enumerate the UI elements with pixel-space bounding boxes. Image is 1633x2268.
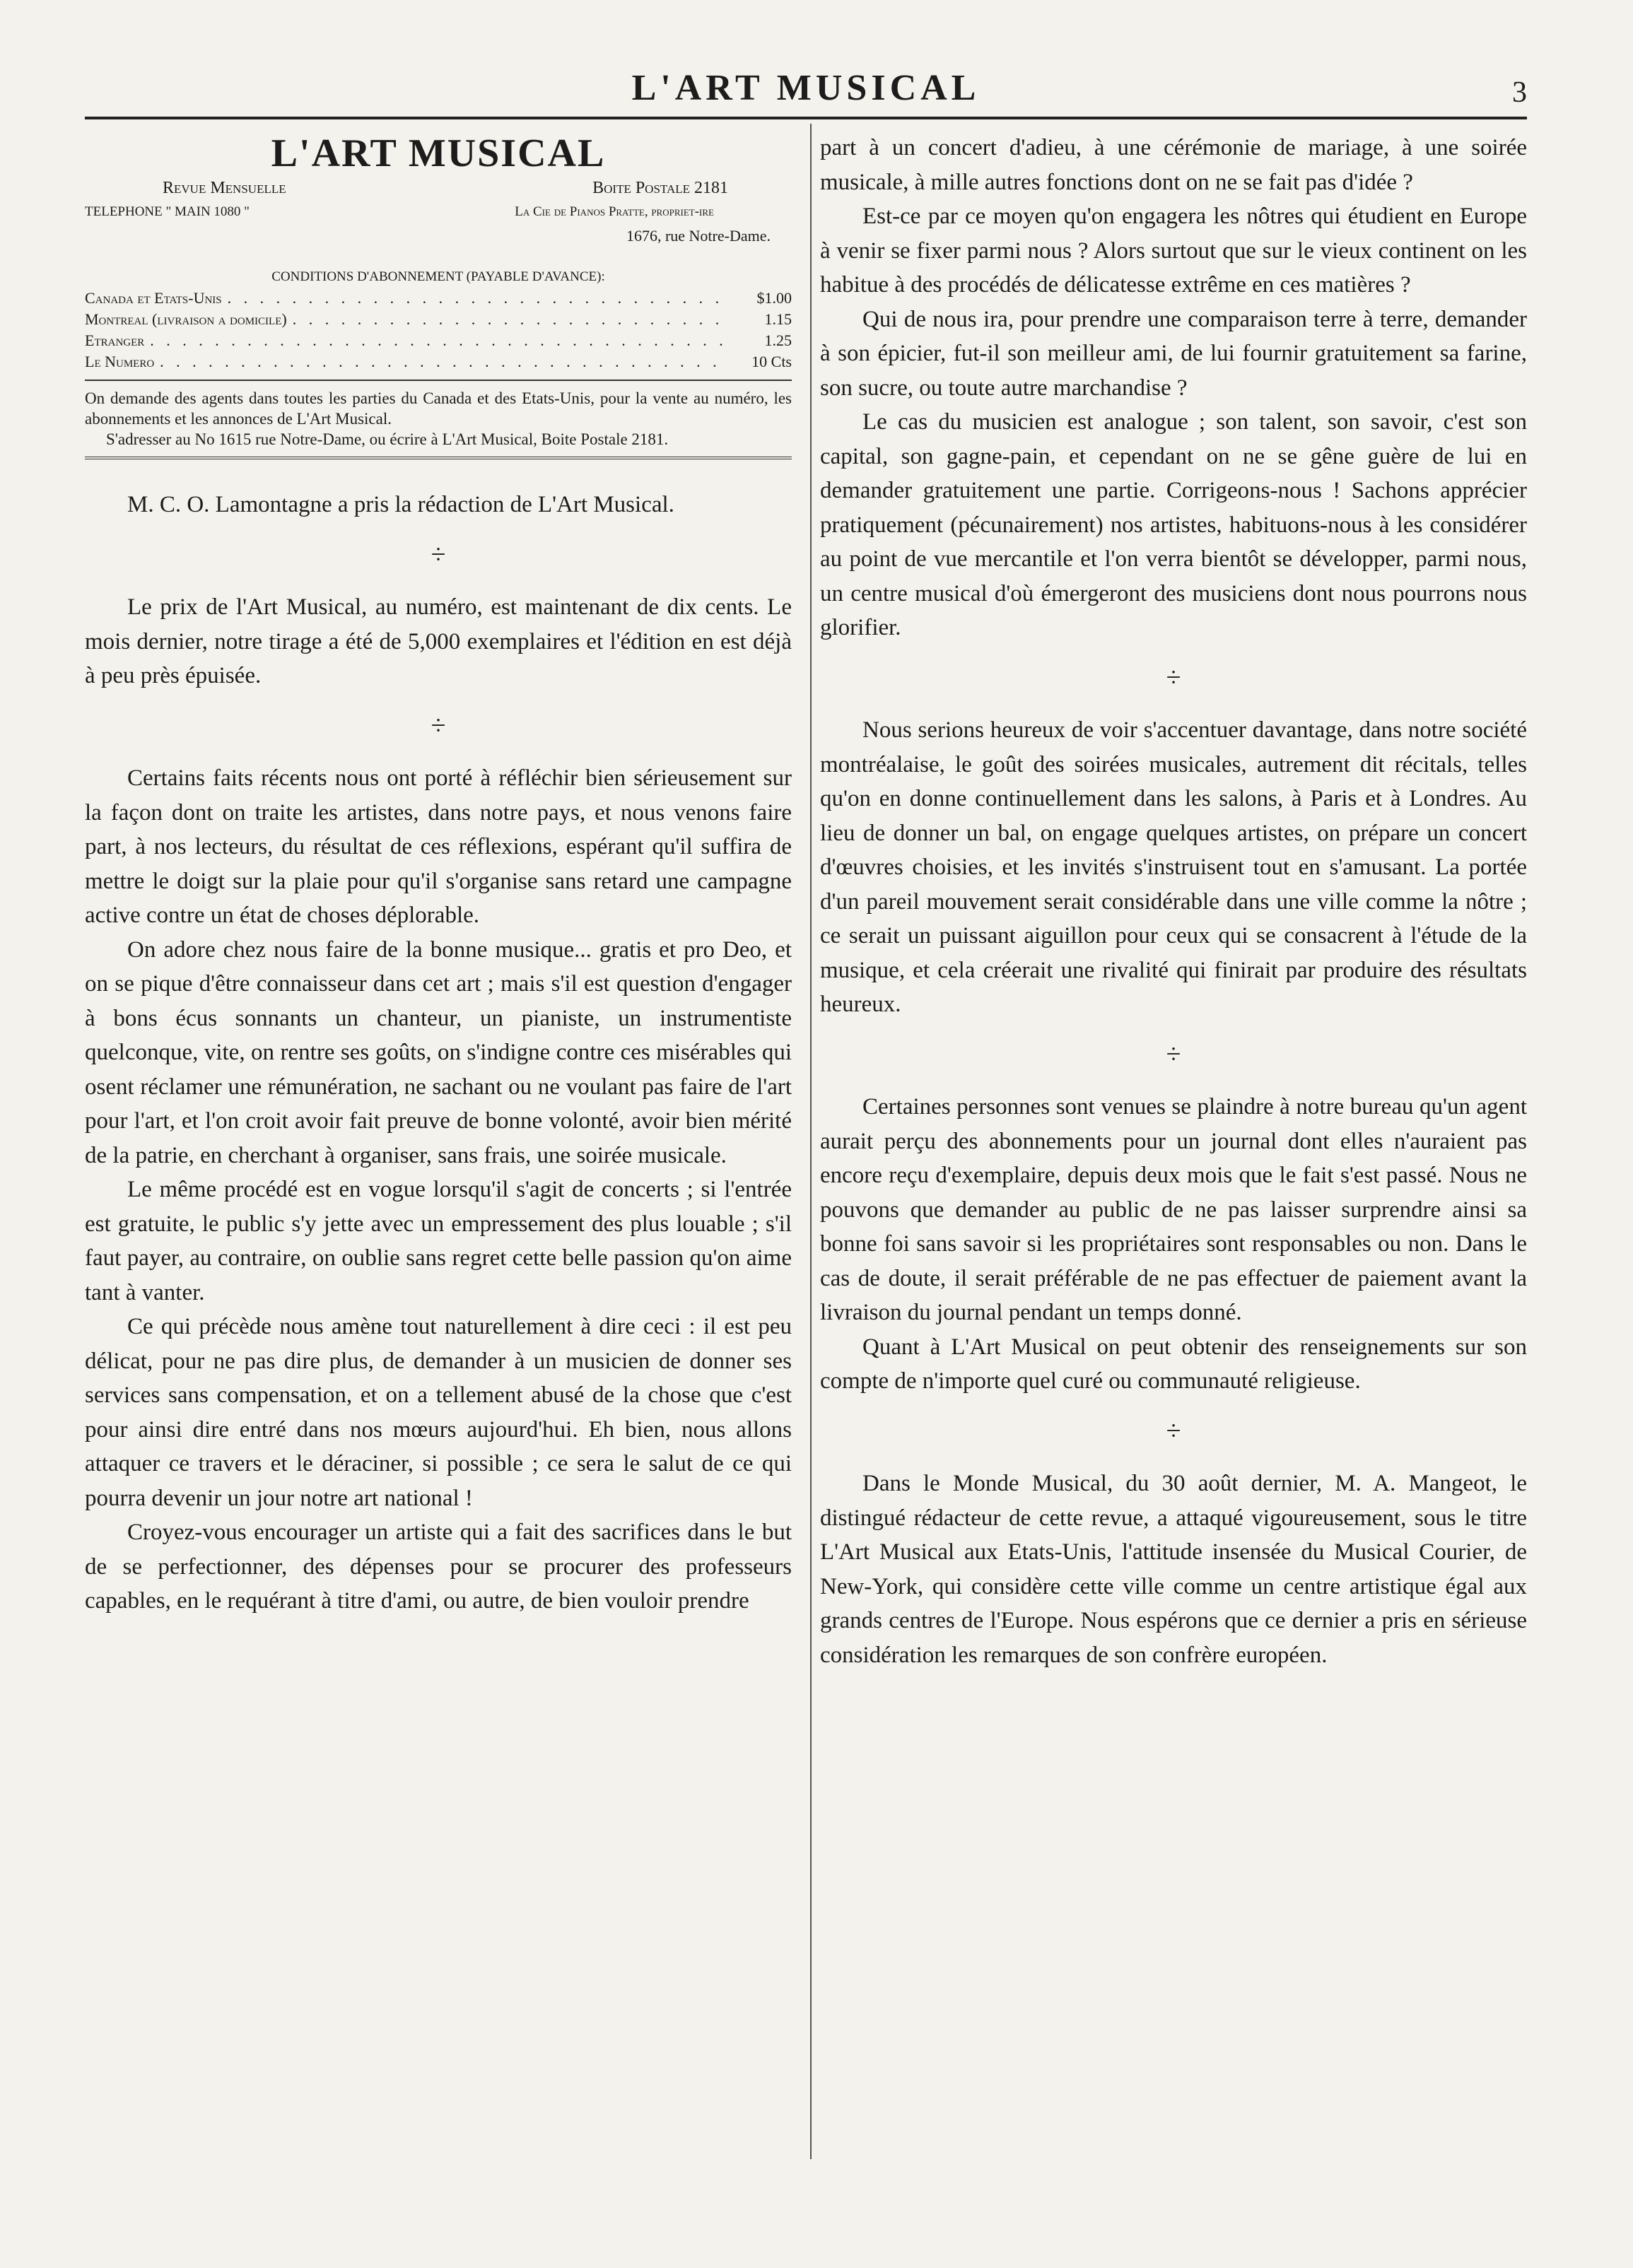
article-paragraph: part à un concert d'adieu, à une cérémonie de mariage, à une soirée musicale, à mille autres fonctions dont on ne se fait pas d'idée ? <box>820 135 1527 195</box>
article-paragraph: Croyez-vous encourager un artiste qui a fait des sacrifices dans le but de se perfectionner, des dépenses pour se procurer des professeurs capables, en le requérant à titre d'ami, ou autre, de bien vouloir prendre <box>85 1520 792 1614</box>
agents-note: On demande des agents dans toutes les parties du Canada et des Etats-Unis, pour la vente au numéro, les abonnements et les annonces de L'Art Musical. <box>85 389 792 428</box>
article-paragraph: Le même procédé est en vogue lorsqu'il s'agit de concerts ; si l'entrée est gratuite, le public s'y jette avec un empressement des plus louable ; s'il faut payer, au contraire, on oublie sans regret cette belle passion qu'on aime tant à vanter. <box>85 1177 792 1305</box>
rate-label: Canada et Etats-Unis <box>85 289 222 307</box>
rate-price: $1.00 <box>756 289 792 307</box>
article-paragraph: Nous serions heureux de voir s'accentuer davantage, dans notre société montréalaise, le goût des soirées musicales, autrement dit récitals, telles qu'on en donne continuellement dans les salons, à Paris et à Londres. Au lieu de donner un bal, on engage quelques artistes, on prépare un concert d'œuvres choisies, et les invités s'instruisent tout en s'amusant. La portée d'un pareil mouvement serait considérable dans une ville comme la nôtre ; ce serait un puissant aiguillon pour ceux qui se consacrent à l'étude de la musique, et cela créerait une rivalité qui finirait par produire des résultats heureux. <box>820 717 1527 1017</box>
rate-price: 1.25 <box>764 331 792 349</box>
rate-label: Montreal (livraison a domicile) <box>85 310 287 328</box>
rate-row <box>85 351 792 372</box>
right-column <box>820 131 1527 1672</box>
article-paragraph: Qui de nous ira, pour prendre une comparaison terre à terre, demander à son épicier, fut-il son meilleur ami, de lui fournir gratuitement sa farine, son sucre, ou toute autre marchandise ? <box>820 306 1527 401</box>
section-separator: ÷ <box>1166 662 1181 693</box>
running-title: L'ART MUSICAL <box>631 68 981 108</box>
masthead-bottom-rule <box>85 457 792 459</box>
rate-label: Etranger <box>85 331 145 349</box>
section-separator: ÷ <box>431 539 446 570</box>
section-separator: ÷ <box>1166 1039 1181 1069</box>
article-paragraph: Le prix de l'Art Musical, au numéro, est maintenant de dix cents. Le mois dernier, notre tirage a été de 5,000 exemplaires et l'édition en est déjà à peu près épuisée. <box>85 594 792 688</box>
rate-label: Le Numero <box>85 353 155 370</box>
masthead-note <box>85 388 792 450</box>
masthead-rule <box>85 380 792 381</box>
page-header <box>85 67 1527 124</box>
leader-dots <box>293 309 730 330</box>
leader-dots <box>150 330 730 351</box>
rate-row <box>85 288 792 309</box>
article-paragraph: M. C. O. Lamontagne a pris la rédaction de L'Art Musical. <box>127 492 674 517</box>
masthead <box>85 131 792 459</box>
conditions-title: CONDITIONS D'ABONNEMENT (PAYABLE D'AVANCE): <box>271 269 605 284</box>
column-rule <box>810 124 812 2159</box>
article-paragraph: Quant à L'Art Musical on peut obtenir des renseignements sur son compte de n'importe quel curé ou communauté religieuse. <box>820 1334 1527 1394</box>
leader-dots <box>228 288 730 309</box>
article-paragraph: Le cas du musicien est analogue ; son talent, son savoir, c'est son capital, son gagne-pain, et cependant on ne se gêne guère de lui en demander gratuitement une partie. Corrigeons-nous ! Sachons apprécier pratiquement (pécunairement) nos artistes, habituons-nous à les considérer au point de vue mercantile et l'on verra bientôt se développer, parmi nous, un centre musical d'où émergeront des musiciens dont nous pourrons nous glorifier. <box>820 409 1527 640</box>
section-separator: ÷ <box>1166 1416 1181 1446</box>
rate-row <box>85 309 792 330</box>
rate-row <box>85 330 792 351</box>
article-paragraph: Est-ce par ce moyen qu'on engagera les nôtres qui étudient en Europe à venir se fixer parmi nous ? Alors surtout que sur le vieux continent on les habitue à des procédés de délicatesse extrême en ces matières ? <box>820 204 1527 298</box>
article-paragraph: Dans le Monde Musical, du 30 août dernier, M. A. Mangeot, le distingué rédacteur de cette revue, a attaqué vigoureusement, sous le titre L'Art Musical aux Etats-Unis, l'attitude insensée du Musical Courier, de New-York, qui considère cette ville comme un centre artistique égal aux grands centres de l'Europe. Nous espérons que ce dernier a pris en sérieuse considération les remarques de son confrère européen. <box>820 1471 1527 1668</box>
page-number: 3 <box>1512 76 1527 109</box>
masthead-row-2 <box>85 200 792 224</box>
contact-note: S'adresser au No 1615 rue Notre-Dame, ou écrire à L'Art Musical, Boite Postale 2181. <box>106 430 669 448</box>
masthead-row-1 <box>85 176 792 200</box>
article-paragraph: On adore chez nous faire de la bonne musique... gratis et pro Deo, et on se pique d'être connaisseur dans cet art ; mais s'il est question d'engager à bons écus sonnants un chanteur, un pianiste, un instrumentiste quelconque, vite, on rentre ses goûts, on s'indigne contre ces misérables qui osent réclamer une rémunération, ne sachant ou ne voulant pas faire de l'art pour l'art, et l'on croit avoir fait preuve de bonne volonté, avoir bien mérité de la patrie, en cherchant à organiser, sans frais, une soirée musicale. <box>85 936 792 1168</box>
article-paragraph: Certaines personnes sont venues se plaindre à notre bureau qu'un agent aurait perçu des abonnements pour un journal dont elles n'auraient pas encore reçu d'exemplaire, depuis deux mois que le fait s'est passé. Nous ne pouvons que demander au public de ne pas laisser surprendre ainsi sa bonne foi sans savoir si les propriétaires sont responsables ou non. Dans le cas de doute, il serait préférable de ne pas effectuer de paiement avant la livraison du journal pendant un temps donné. <box>820 1094 1527 1325</box>
rate-price: 1.15 <box>764 310 792 328</box>
article-paragraph: Certains faits récents nous ont porté à réfléchir bien sérieusement sur la façon dont on traite les artistes, dans notre pays, et nous venons faire part, à nos lecteurs, du résultat de ces réflexions, espérant qu'il suffira de mettre le doigt sur la plaie pour qu'il s'organise sans retard une campagne active contre un état de choses déplorable. <box>85 765 792 928</box>
masthead-publisher: La Cie de Pianos Pratte, propriet-ire <box>515 204 714 219</box>
leader-dots <box>160 351 730 372</box>
article-paragraph: Ce qui précède nous amène tout naturellement à dire ceci : il est peu délicat, pour ne pas dire plus, de demander à un musicien de donner ses services sans compensation, et on a tellement abusé de la chose que c'est pour ainsi dire entré dans nos mœurs aujourd'hui. Eh bien, nous allons attaquer ce travers et le déraciner, si possible ; ce sera le salut de ce qui pourra devenir un jour notre art national ! <box>85 1314 792 1511</box>
masthead-address: 1676, rue Notre-Dame. <box>626 227 771 245</box>
masthead-po-box: Boite Postale 2181 <box>592 179 728 197</box>
section-separator: ÷ <box>431 710 446 741</box>
masthead-title: L'ART MUSICAL <box>271 131 606 175</box>
masthead-subtitle: Revue Mensuelle <box>163 179 286 197</box>
left-column <box>85 131 792 1618</box>
header-rule <box>85 117 1527 119</box>
masthead-telephone: TELEPHONE " MAIN 1080 " <box>85 204 250 219</box>
rate-price: 10 Cts <box>751 353 792 370</box>
